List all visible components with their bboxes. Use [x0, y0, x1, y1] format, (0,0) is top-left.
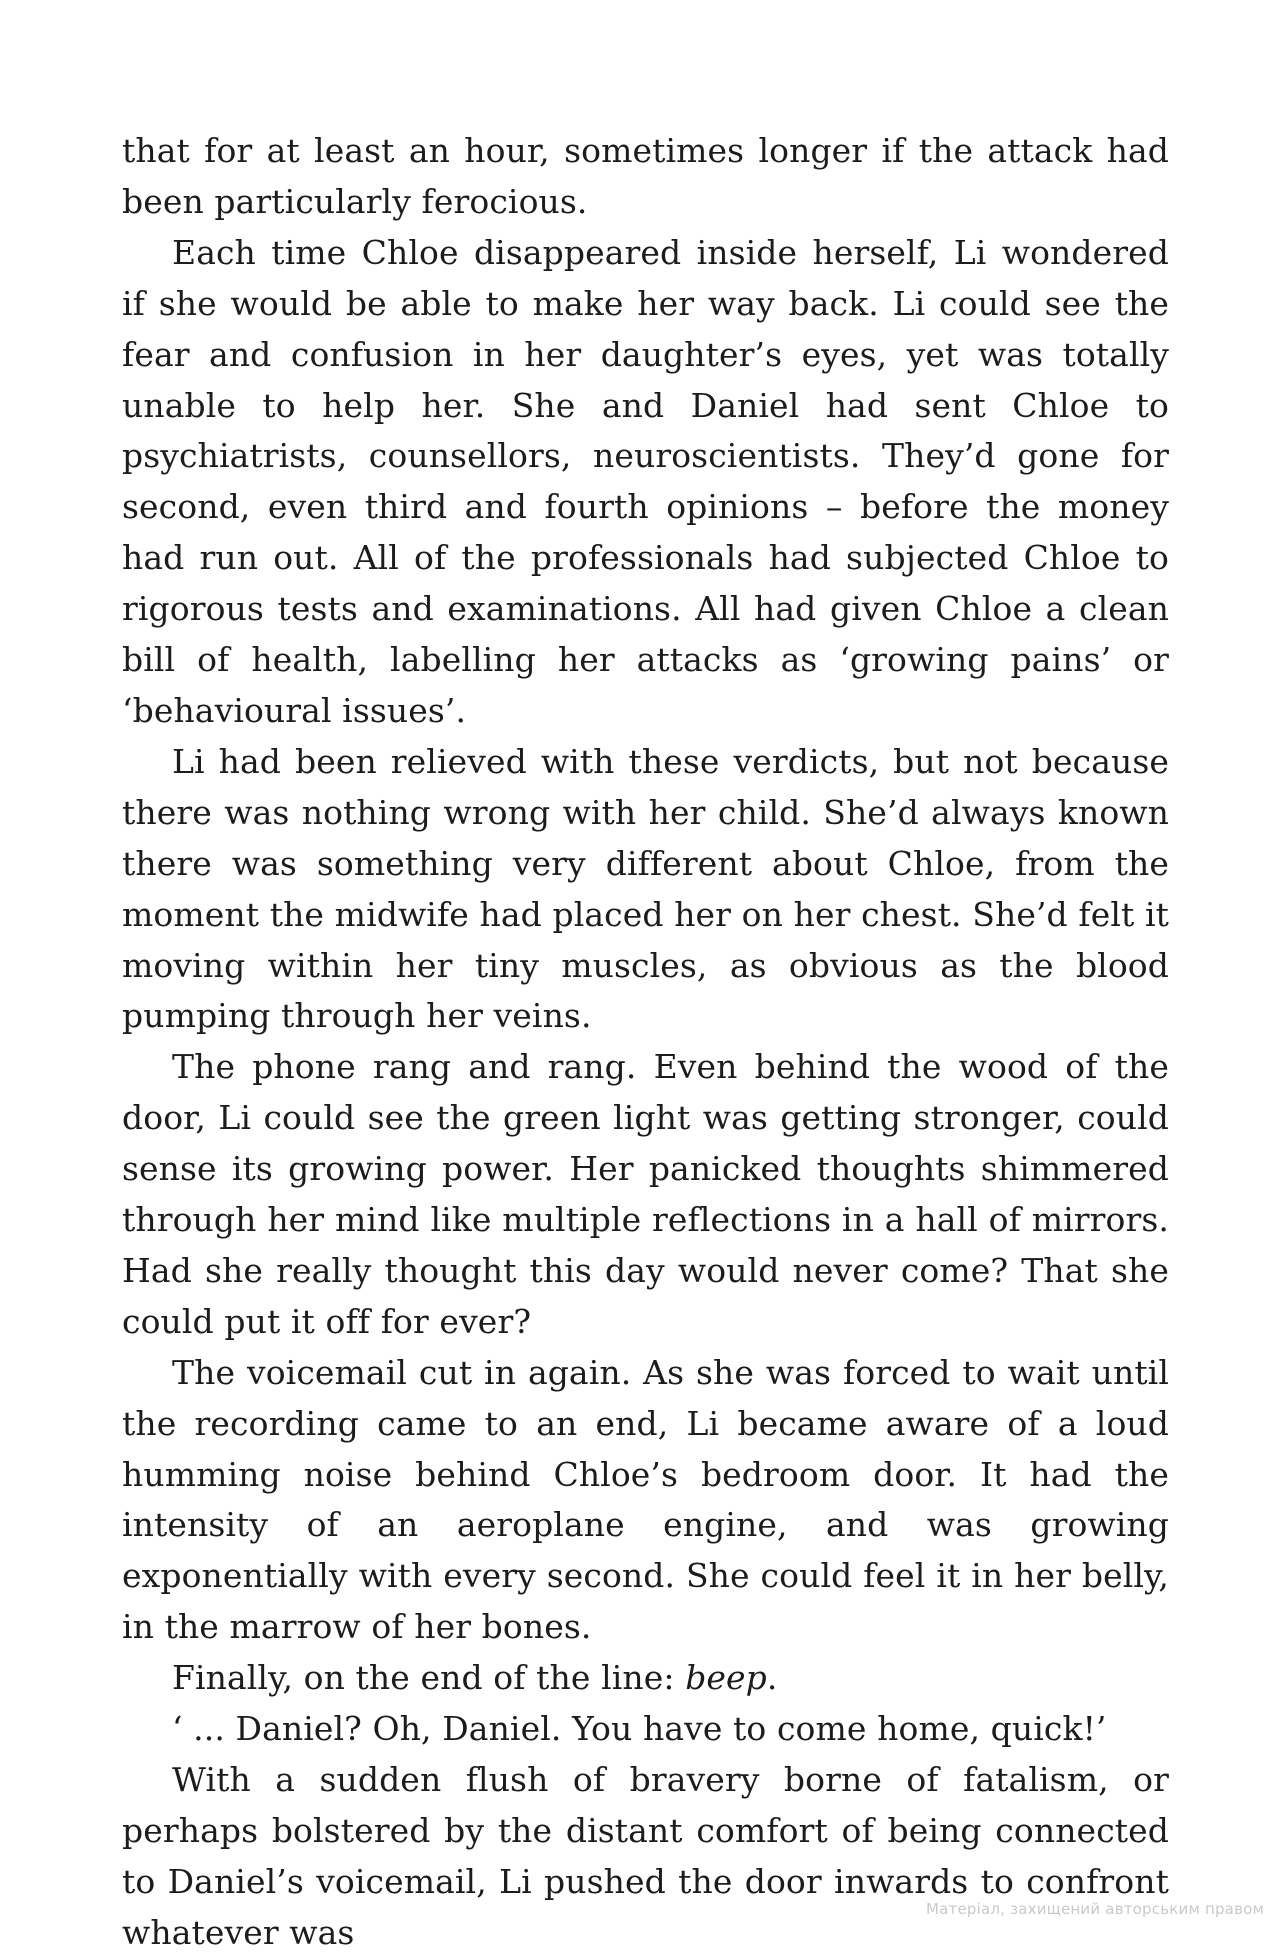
paragraph: Each time Chloe disappeared inside herself, Li wondered if she would be able to make her way back. Li could see the fear and confusion in her daughter’s eyes, yet was totally unable to help her. She and Daniel had sent Chloe to psychiatrists, counsellors, neuroscientists. They’d gone for second, even third and fourth opinions – before the money had run out. All of the professionals had subjected Chloe to rigorous tests and examinations. All had given Chloe a clean bill of health, labelling her attacks as ‘growing pains’ or ‘behavioural issues’.	[122, 232, 1169, 730]
paragraph-quote: ‘ ... Daniel? Oh, Daniel. You have to come home, quick!’	[172, 1709, 1107, 1749]
book-page	[122, 126, 1169, 1959]
finally-text: Finally, on the end of the line:	[172, 1658, 686, 1698]
paragraph: Li had been relieved with these verdicts, but not because there was nothing wrong with her child. She’d always known there was something very different about Chloe, from the moment the midwife had placed her on her chest. She’d felt it moving within her tiny muscles, as obvious as the blood pumping through her veins.	[122, 741, 1169, 1036]
paragraph: The phone rang and rang. Even behind the wood of the door, Li could see the green light was getting stronger, could sense its growing power. Her panicked thoughts shimmered through her mind like multiple reflections in a hall of mirrors. Had she really thought this day would never come? That she could put it off for ever?	[122, 1047, 1169, 1341]
copyright-watermark: Матеріал, захищений авторським правом	[925, 1900, 1264, 1918]
paragraph-last: With a sudden flush of bravery borne of fatalism, or perhaps bolstered by the distant comfort of being connected to Daniel’s voicemail, Li pushed the door inwards to confront whatever was	[122, 1760, 1169, 1952]
emphasis-beep: beep	[685, 1658, 767, 1698]
paragraph-continued: that for at least an hour, sometimes longer if the attack had been particularly ferocious.	[122, 131, 1169, 221]
paragraph-finally	[122, 1653, 1169, 1704]
finally-end: .	[766, 1658, 778, 1698]
paragraph: The voicemail cut in again. As she was forced to wait until the recording came to an end, Li became aware of a loud humming noise behind Chloe’s bedroom door. It had the intensity of an aeroplane engine, and was growing exponentially with every second. She could feel it in her belly, in the marrow of her bones.	[122, 1352, 1169, 1647]
